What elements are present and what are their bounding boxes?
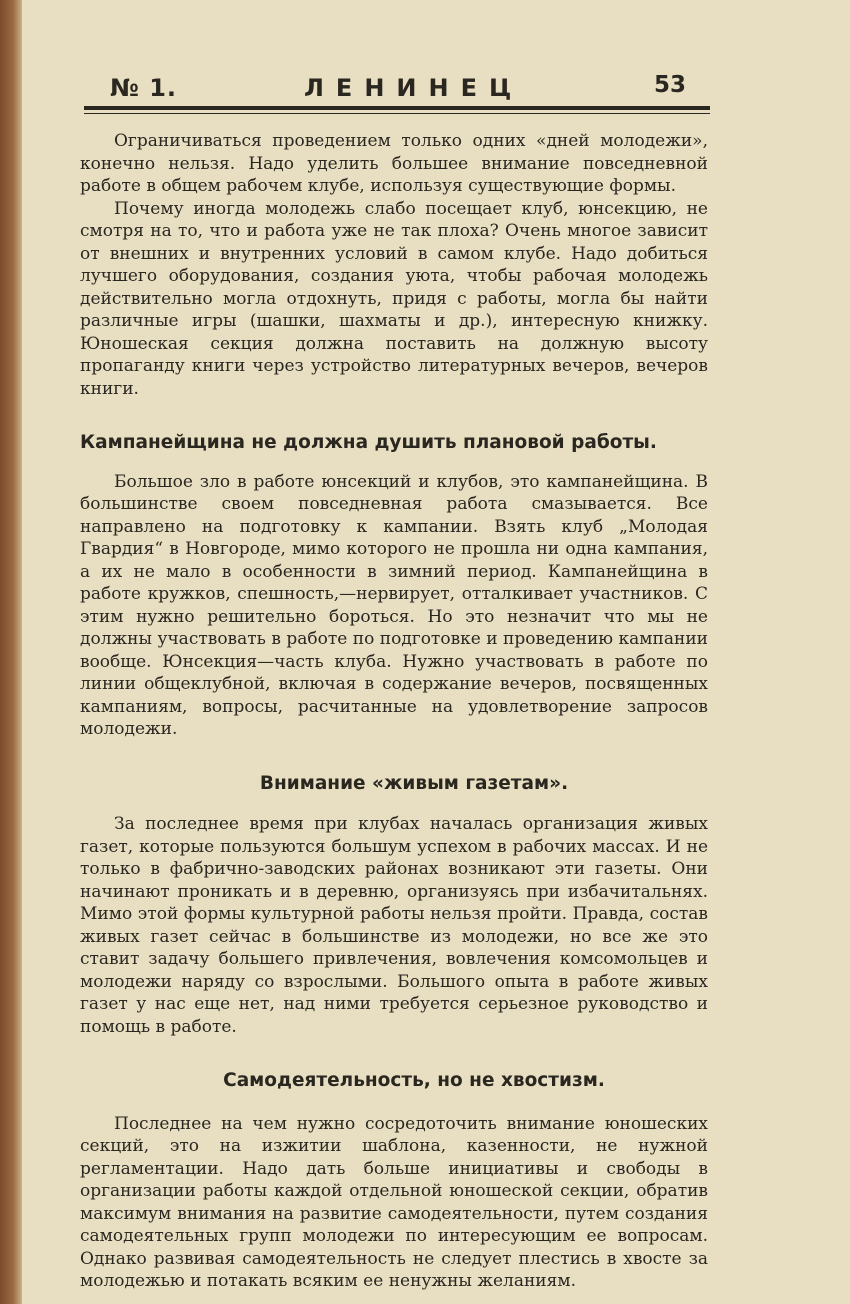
intro-paragraph-2: Почему иногда молодежь слабо посещает клуб, юнсекцию, не смотря на то, что и работа уже не так плоха? Очень многое зависит от внешних и внутренних условий в самом клубе. Надо добиться лучшего оборудования, создания уюта, чтобы рабочая молодежь действительно могла отдохнуть, придя с работы, могла бы найти различные игры (шашки, шахматы и др.), интересную книжку. Юношеская секция должна поставить на должную высоту пропаганду книги через устройство литературных вечеров, вечеров книги.: [80, 198, 708, 399]
section-heading-campaigns: Кампанейщина не должна душить плановой работы.: [80, 432, 657, 453]
header-rule-thin: [84, 113, 710, 114]
page-header: [106, 72, 710, 106]
header-rule: [84, 106, 710, 110]
section-paragraph-campaigns: Большое зло в работе юнсекций и клубов, это кампанейщина. В большинстве своем повседневная работа смазывается. Все направлено на подготовку к кампании. Взять клуб „Молодая Гвардия“ в Новгороде, мимо которого не прошла ни одна кампания, а их не мало в особенности в зимний период. Кампанейщина в работе кружков, спешность,—нервирует, отталкивает участников. С этим нужно решительно бороться. Но это незначит что мы не должны участвовать в работе по подготовке и проведению кампании вообще. Юнсекция—часть клуба. Нужно участвовать в работе по линии общеклубной, включая в содержание вечеров, посвященных кампаниям, вопросы, расчитанные на удовлетворение запросов молодежи.: [80, 471, 708, 739]
journal-title: ЛЕНИНЕЦ: [304, 74, 524, 102]
page-number: 53: [653, 72, 686, 98]
issue-number: № 1.: [110, 74, 178, 102]
book-spine: [0, 0, 22, 1304]
section-heading-self-activity: Самодеятельность, но не хвостизм.: [223, 1070, 605, 1091]
article-body: [80, 130, 708, 1293]
section-heading-living-newspapers: Внимание «живым газетам».: [259, 772, 569, 794]
intro-paragraph-1: Ограничиваться проведением только одних «дней молодежи», конечно нельзя. Надо уделить большее внимание повседневной работе в общем рабочем клубе, используя существующие формы.: [80, 131, 708, 196]
section-paragraph-self-activity: Последнее на чем нужно сосредоточить внимание юношеских секций, это на изжитии шаблона, казенности, не нужной регламентации. Надо дать больше инициативы и свободы в организации работы каждой отдельной юношеской секции, обратив максимум внимания на развитие самодеятельности, путем создания самодеятельных групп молодежи по интересующим ее вопросам. Однако развивая самодеятельность не следует плестись в хвосте за молодежью и потакать всяким ее ненужны желаниям.: [80, 1113, 708, 1291]
section-paragraph-living-newspapers: За последнее время при клубах началась организация живых газет, которые пользуются большум успехом в рабочих массах. И не только в фабрично-заводских районах возникают эти газеты. Они начинают проникать и в деревню, организуясь при избачитальнях. Мимо этой формы культурной работы нельзя пройти. Правда, состав живых газет сейчас в большинстве из молодежи, но все же это ставит задачу большего привлечения, вовлечения комсомольцев и молодежи наряду со взрослыми. Большого опыта в работе живых газет у нас еще нет, над ними требуется серьезное руководство и помощь в работе.: [80, 814, 708, 1037]
